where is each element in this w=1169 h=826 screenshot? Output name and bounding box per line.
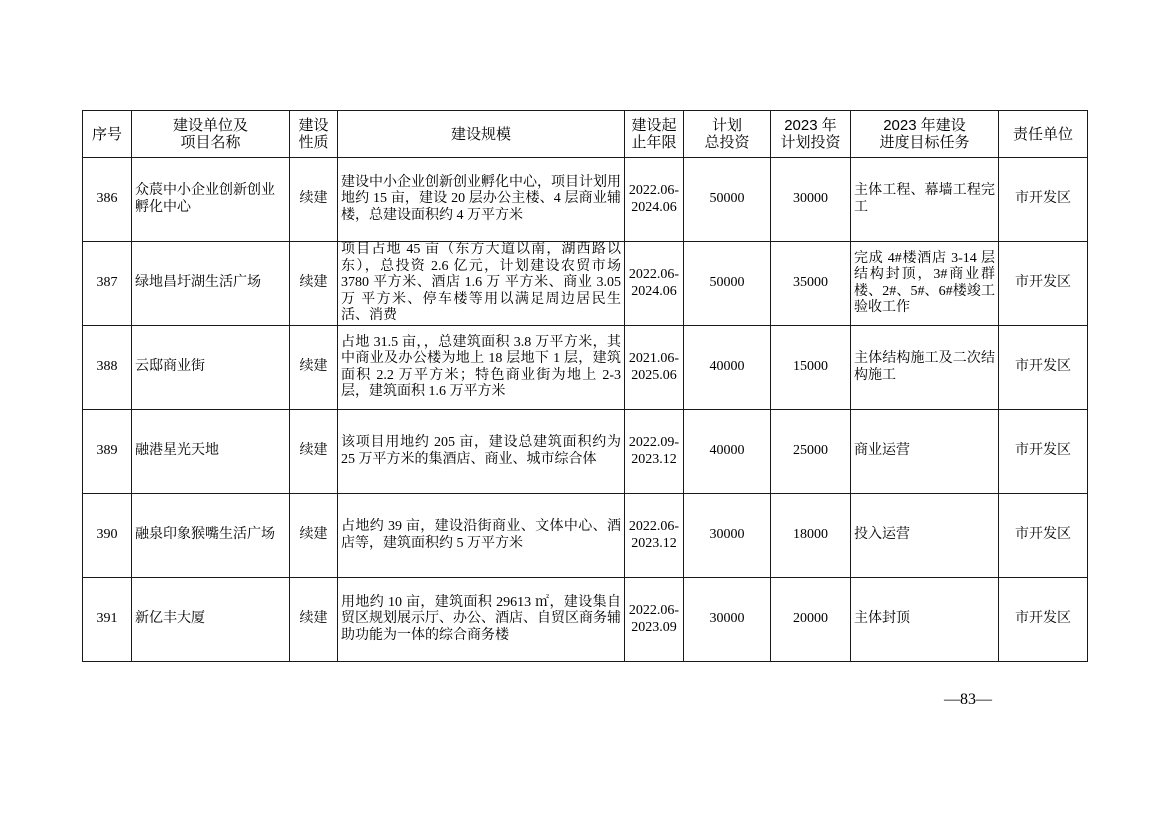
cell-project-name: 融港星光天地 xyxy=(132,410,290,494)
cell-responsible-unit: 市开发区 xyxy=(999,578,1088,662)
cell-scale: 占地约 39 亩，建设沿街商业、文体中心、酒店等，建筑面积约 5 万平方米 xyxy=(338,494,625,578)
cell-plan-investment: 20000 xyxy=(771,578,851,662)
cell-responsible-unit: 市开发区 xyxy=(999,494,1088,578)
table-row xyxy=(83,494,1088,578)
header-period xyxy=(625,111,684,158)
period-end: 2025.06 xyxy=(631,367,677,383)
cell-target: 投入运营 xyxy=(851,494,999,578)
cell-nature: 续建 xyxy=(290,158,338,242)
cell-plan-investment: 25000 xyxy=(771,410,851,494)
cell-project-name: 融泉印象猴嘴生活广场 xyxy=(132,494,290,578)
cell-period xyxy=(625,326,684,410)
cell-plan-investment: 35000 xyxy=(771,242,851,326)
cell-total-investment: 30000 xyxy=(684,578,771,662)
header-project-name xyxy=(132,111,290,158)
cell-seq: 390 xyxy=(83,494,132,578)
cell-total-investment: 40000 xyxy=(684,410,771,494)
header-target-line: 进度目标任务 xyxy=(879,134,970,151)
cell-nature: 续建 xyxy=(290,494,338,578)
table-row xyxy=(83,242,1088,326)
cell-responsible-unit: 市开发区 xyxy=(999,326,1088,410)
cell-nature: 续建 xyxy=(290,326,338,410)
header-period-line: 止年限 xyxy=(631,134,677,151)
period-start: 2022.06- xyxy=(628,603,680,618)
cell-target: 主体工程、幕墙工程完工 xyxy=(851,158,999,242)
cell-total-investment: 50000 xyxy=(684,158,771,242)
cell-scale: 项目占地 45 亩（东方大道以南，湖西路以东），总投资 2.6 亿元，计划建设农贸市场 3780 平方米、酒店 1.6 万 平方米、商业 3.05 万 平方米、停车楼等用以满足周边居民生活、消费 xyxy=(338,242,625,326)
period-start: 2022.06- xyxy=(628,267,680,282)
cell-nature: 续建 xyxy=(290,242,338,326)
table-row xyxy=(83,578,1088,662)
cell-target: 完成 4#楼酒店 3-14 层结构封顶，3#商业群楼、2#、5#、6#楼竣工验收工作 xyxy=(851,242,999,326)
header-plan-investment-line: 2023 年 xyxy=(784,117,837,134)
cell-total-investment: 30000 xyxy=(684,494,771,578)
cell-responsible-unit: 市开发区 xyxy=(999,410,1088,494)
cell-period xyxy=(625,494,684,578)
cell-nature: 续建 xyxy=(290,410,338,494)
period-end: 2024.06 xyxy=(631,199,677,215)
cell-scale: 用地约 10 亩，建筑面积 29613 ㎡，建设集自贸区规划展示厅、办公、酒店、自贸区商务辅助功能为一体的综合商务楼 xyxy=(338,578,625,662)
period-end: 2023.09 xyxy=(631,619,677,635)
header-plan-investment-line: 计划投资 xyxy=(780,134,841,151)
header-nature-line: 建设 xyxy=(298,117,329,134)
cell-seq: 389 xyxy=(83,410,132,494)
header-total-investment-line: 总投资 xyxy=(704,134,750,151)
cell-plan-investment: 15000 xyxy=(771,326,851,410)
header-target xyxy=(851,111,999,158)
cell-scale: 该项目用地约 205 亩，建设总建筑面积约为 25 万平方米的集酒店、商业、城市综合体 xyxy=(338,410,625,494)
cell-seq: 386 xyxy=(83,158,132,242)
cell-seq: 387 xyxy=(83,242,132,326)
cell-target: 主体封顶 xyxy=(851,578,999,662)
cell-period xyxy=(625,410,684,494)
cell-project-name: 云邸商业街 xyxy=(132,326,290,410)
header-total-investment-line: 计划 xyxy=(711,117,742,134)
cell-total-investment: 50000 xyxy=(684,242,771,326)
cell-responsible-unit: 市开发区 xyxy=(999,158,1088,242)
cell-period xyxy=(625,578,684,662)
cell-project-name: 绿地昌圩湖生活广场 xyxy=(132,242,290,326)
table-row xyxy=(83,158,1088,242)
header-seq: 序号 xyxy=(83,111,132,158)
header-project-name-line: 项目名称 xyxy=(180,134,241,151)
cell-scale: 建设中小企业创新创业孵化中心，项目计划用地约 15 亩，建设 20 层办公主楼、4 层商业辅楼，总建设面积约 4 万平方米 xyxy=(338,158,625,242)
header-total-investment xyxy=(684,111,771,158)
period-start: 2022.09- xyxy=(628,435,680,450)
header-plan-investment xyxy=(771,111,851,158)
page-number: —83— xyxy=(944,691,992,708)
cell-responsible-unit: 市开发区 xyxy=(999,242,1088,326)
cell-target: 主体结构施工及二次结构施工 xyxy=(851,326,999,410)
header-scale: 建设规模 xyxy=(338,111,625,158)
table-row xyxy=(83,410,1088,494)
period-end: 2023.12 xyxy=(631,535,677,551)
cell-seq: 391 xyxy=(83,578,132,662)
cell-target: 商业运营 xyxy=(851,410,999,494)
period-start: 2022.06- xyxy=(628,519,680,534)
project-table xyxy=(82,110,1088,662)
cell-scale: 占地 31.5 亩，，总建筑面积 3.8 万平方米，其中商业及办公楼为地上 18 层地下 1 层，建筑面积 2.2 万平方米；特色商业街为地上 2-3 层，建筑面积 1.6 万平方米 xyxy=(338,326,625,410)
cell-nature: 续建 xyxy=(290,578,338,662)
cell-total-investment: 40000 xyxy=(684,326,771,410)
period-end: 2023.12 xyxy=(631,451,677,467)
header-nature-line: 性质 xyxy=(298,134,329,151)
period-start: 2022.06- xyxy=(628,183,680,198)
cell-plan-investment: 30000 xyxy=(771,158,851,242)
cell-project-name: 众莀中小企业创新创业孵化中心 xyxy=(132,158,290,242)
header-target-line: 2023 年建设 xyxy=(883,117,966,134)
cell-plan-investment: 18000 xyxy=(771,494,851,578)
period-end: 2024.06 xyxy=(631,283,677,299)
cell-period xyxy=(625,158,684,242)
header-project-name-line: 建设单位及 xyxy=(172,117,248,134)
header-responsible-unit: 责任单位 xyxy=(999,111,1088,158)
table-row xyxy=(83,326,1088,410)
period-start: 2021.06- xyxy=(628,351,680,366)
table-header-row xyxy=(83,111,1088,158)
header-nature xyxy=(290,111,338,158)
cell-seq: 388 xyxy=(83,326,132,410)
header-period-line: 建设起 xyxy=(631,117,677,134)
cell-project-name: 新亿丰大厦 xyxy=(132,578,290,662)
cell-period xyxy=(625,242,684,326)
